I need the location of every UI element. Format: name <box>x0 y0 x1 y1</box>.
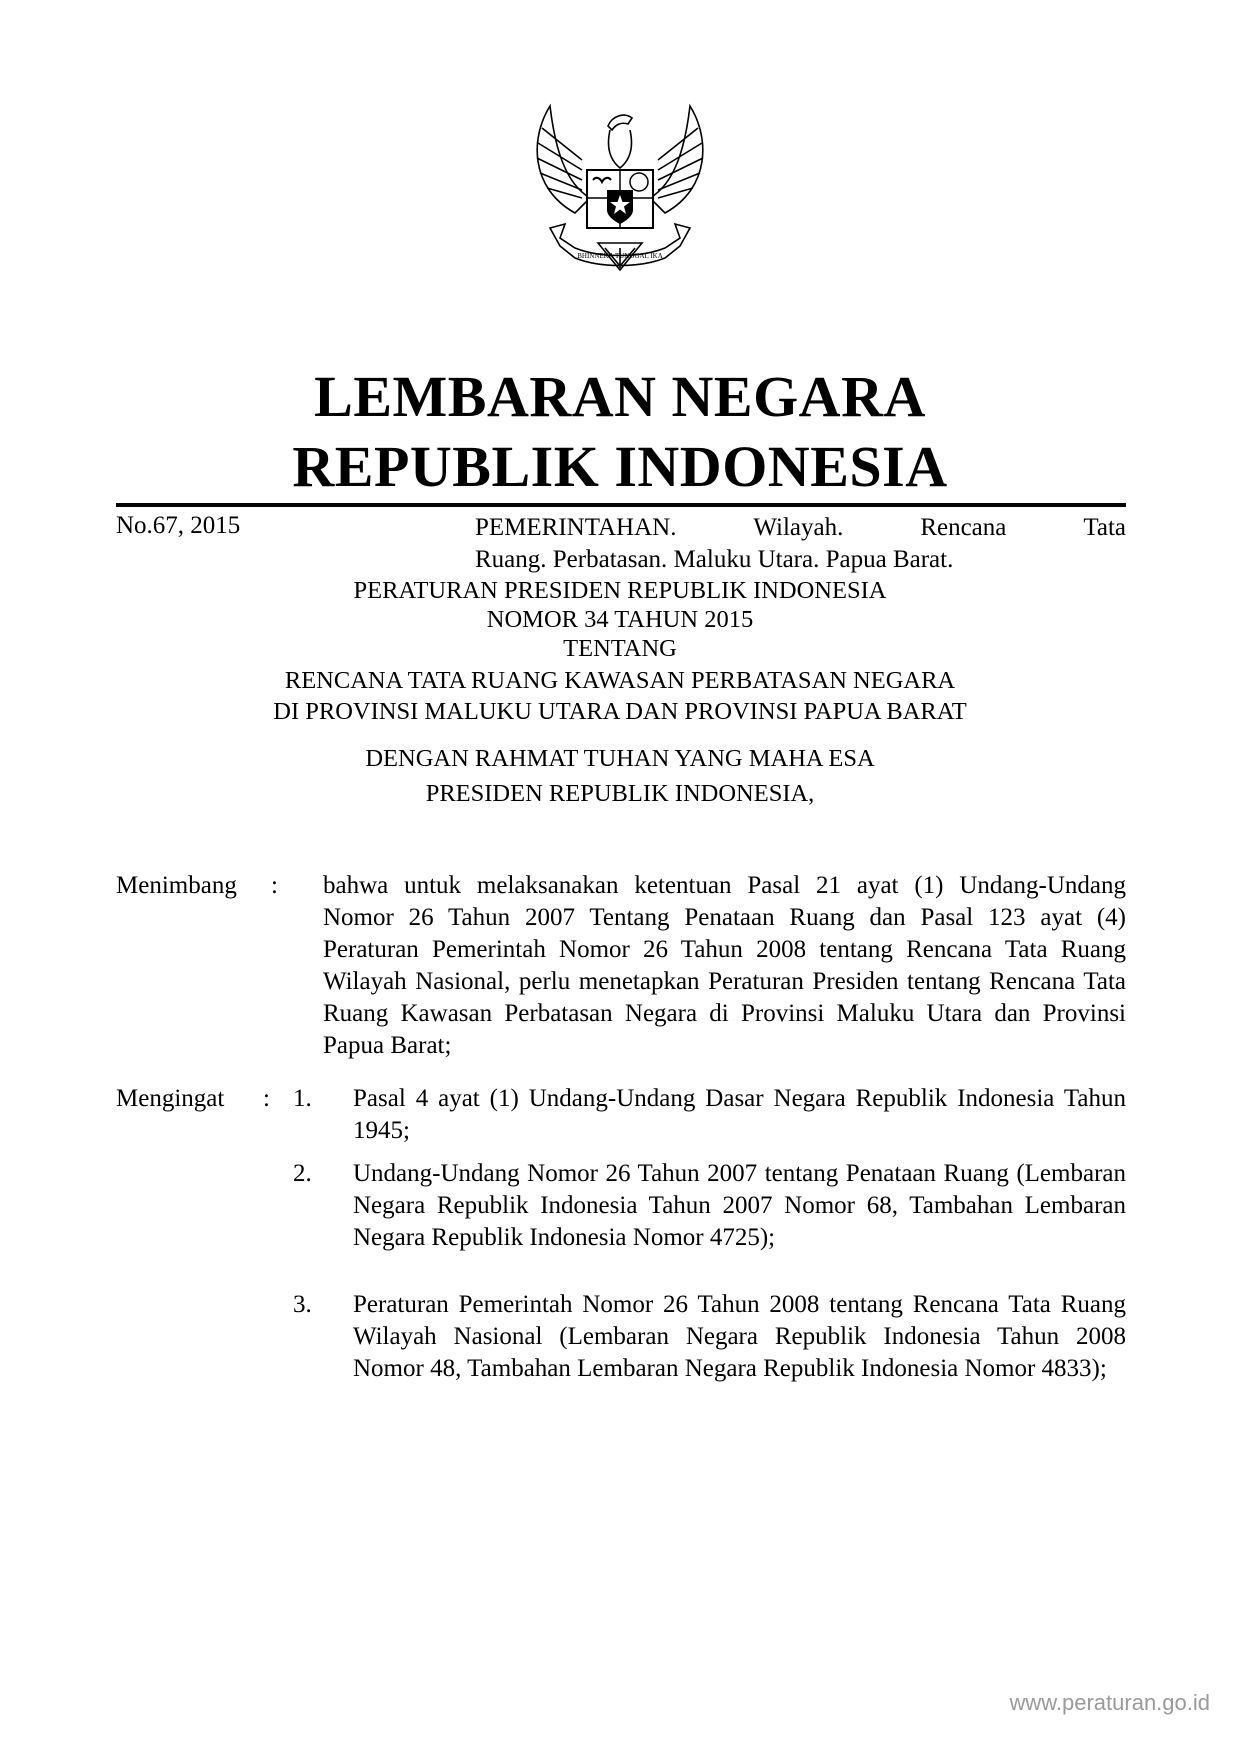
list-text: Undang-Undang Nomor 26 Tahun 2007 tentang Penataan Ruang (Lembaran Negara Republik Indonesia Tahun 2007 Nomor 68, Tambahan Lembaran Negara Republik Indonesia Nomor 4725); <box>353 1160 1126 1251</box>
regulation-number: NOMOR 34 TAHUN 2015 <box>486 606 754 633</box>
header-rule-divider <box>116 503 1126 507</box>
source-watermark-link[interactable]: www.peraturan.go.id <box>1009 1690 1210 1715</box>
regulation-invocation: DENGAN RAHMAT TUHAN YANG MAHA ESA <box>365 745 875 772</box>
subject-word: Rencana <box>920 514 1007 541</box>
subject-line2: Ruang. Perbatasan. Maluku Utara. Papua Barat. <box>475 546 954 573</box>
regulation-title-line2: DI PROVINSI MALUKU UTARA DAN PROVINSI PAPUA BARAT <box>273 698 967 725</box>
menimbang-colon: : <box>271 872 278 899</box>
list-text: Pasal 4 ayat (1) Undang-Undang Dasar Negara Republik Indonesia Tahun 1945; <box>353 1085 1126 1144</box>
emblem-motto: BHINNEKA TUNGGAL IKA <box>577 252 663 260</box>
gazette-number: No.67, 2015 <box>116 512 241 539</box>
mengingat-label: Mengingat <box>116 1085 225 1112</box>
list-number: 1. <box>293 1085 312 1112</box>
subject-word: Wilayah. <box>753 514 844 541</box>
subject-word: PEMERINTAHAN. <box>475 514 677 541</box>
menimbang-text: bahwa untuk melaksanakan ketentuan Pasal 21 ayat (1) Undang-Undang Nomor 26 Tahun 2007 Tentang Penataan Ruang dan Pasal 123 ayat (4) Peraturan Pemerintah Nomor 26 Tahun 2008 tentang Rencana Tata Ruang Wilayah Nasional, perlu menetapkan Peraturan Presiden tentang Rencana Tata Ruang Kawasan Perbatasan Negara di Provinsi Maluku Utara dan Provinsi Papua Barat; <box>323 872 1126 1059</box>
garuda-emblem-icon <box>520 98 720 278</box>
subject-word: Tata <box>1083 514 1126 541</box>
regulation-about: TENTANG <box>563 635 677 662</box>
mengingat-colon: : <box>263 1085 270 1112</box>
regulation-issuer: PRESIDEN REPUBLIK INDONESIA, <box>425 780 815 807</box>
list-number: 2. <box>293 1160 312 1187</box>
list-number: 3. <box>293 1291 312 1318</box>
list-text: Peraturan Pemerintah Nomor 26 Tahun 2008 tentang Rencana Tata Ruang Wilayah Nasional (Lembaran Negara Republik Indonesia Tahun 2008 Nomor 48, Tambahan Lembaran Negara Republik Indonesia Nomor 4833); <box>353 1291 1126 1382</box>
gazette-subject <box>475 512 1126 576</box>
regulation-title-line1: RENCANA TATA RUANG KAWASAN PERBATASAN NEGARA <box>284 667 956 694</box>
menimbang-label: Menimbang <box>116 872 237 899</box>
gazette-title-line2: REPUBLIK INDONESIA <box>292 434 948 499</box>
regulation-type: PERATURAN PRESIDEN REPUBLIK INDONESIA <box>353 577 887 604</box>
gazette-title-line1: LEMBARAN NEGARA <box>314 364 926 429</box>
